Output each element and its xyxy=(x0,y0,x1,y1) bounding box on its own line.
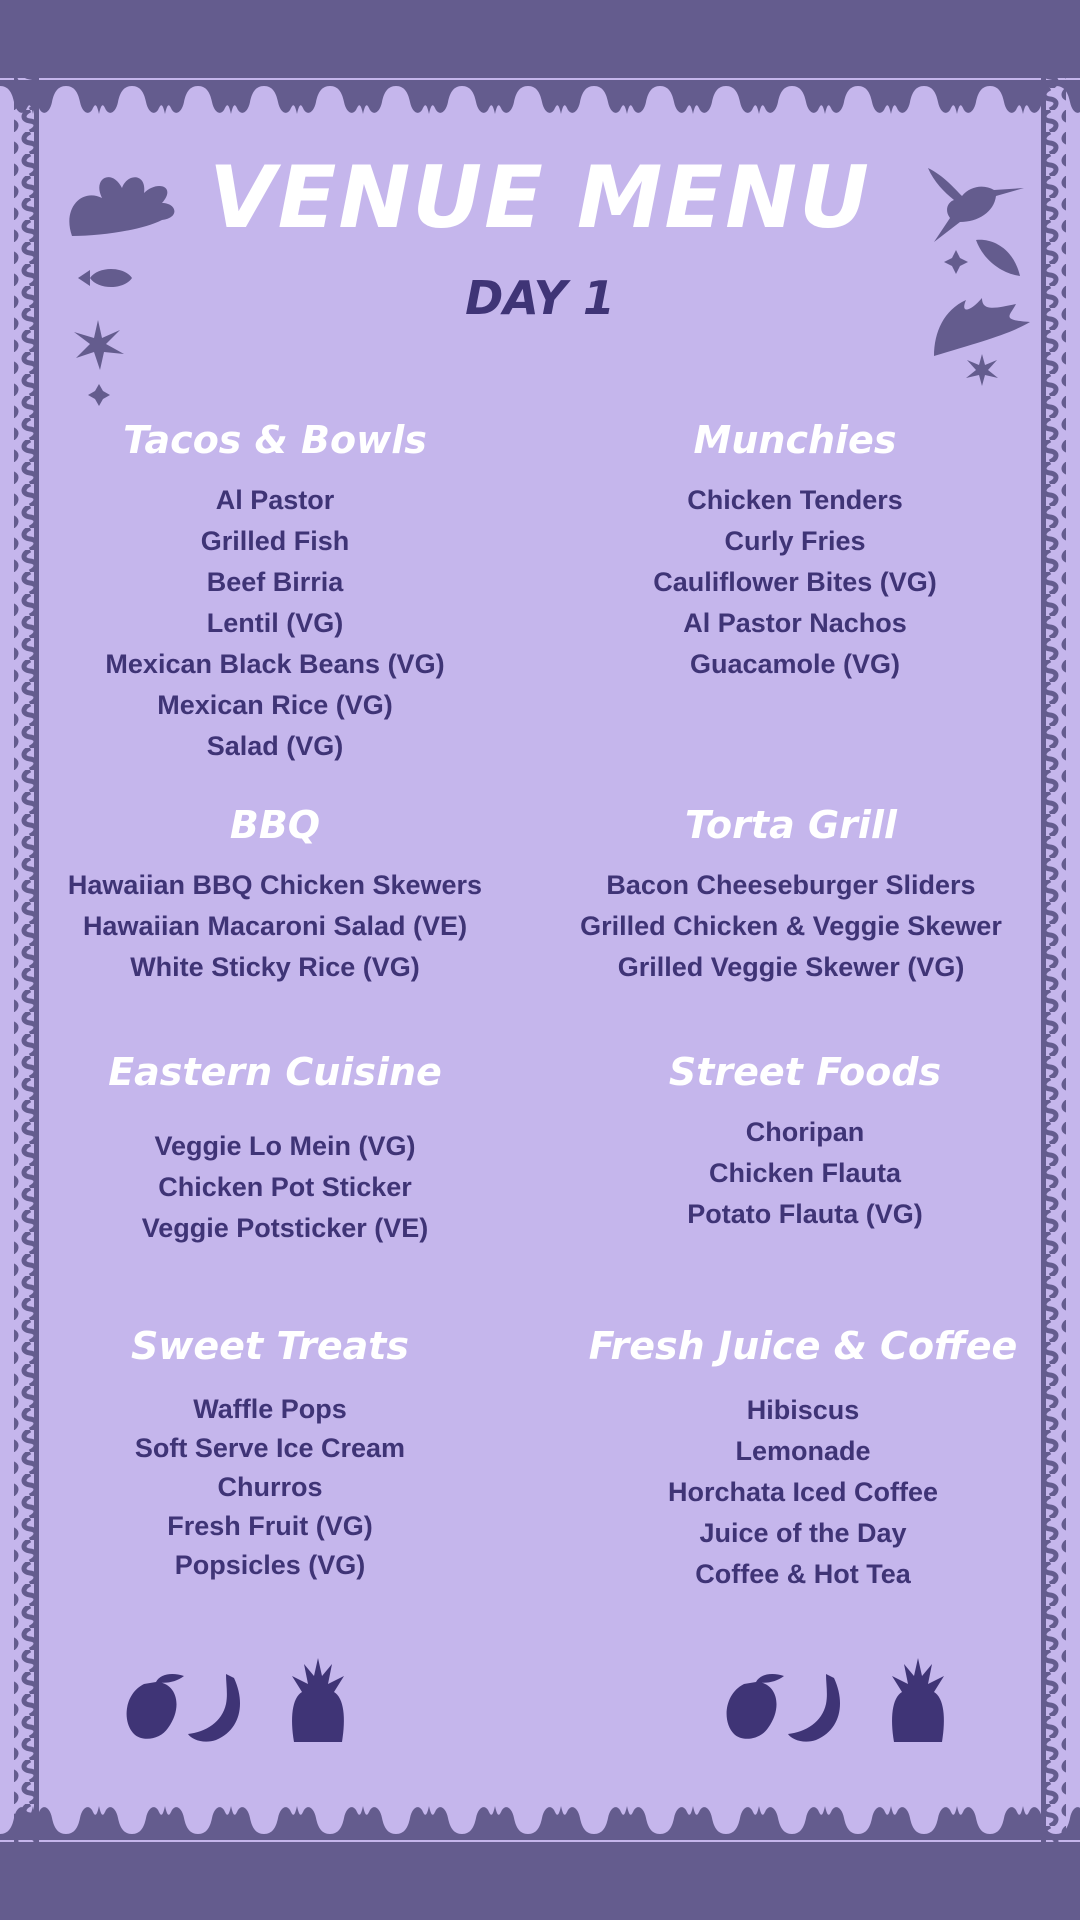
menu-item: Lemonade xyxy=(735,1436,871,1466)
menu-item: Mexican Rice (VG) xyxy=(157,690,393,720)
menu-item: Churros xyxy=(217,1472,323,1502)
mango-icon xyxy=(122,1672,186,1742)
section-street-foods xyxy=(560,1046,1050,1235)
fish-icon xyxy=(78,264,134,292)
section-torta-grill xyxy=(550,799,1032,988)
sparkle-icon xyxy=(88,384,110,406)
menu-item: Bacon Cheeseburger Sliders xyxy=(606,870,976,900)
banana-icon xyxy=(186,1674,246,1742)
menu-item: Lentil (VG) xyxy=(206,608,344,638)
menu-item: Hibiscus xyxy=(746,1395,860,1425)
menu-item: Waffle Pops xyxy=(193,1394,347,1424)
menu-item: Horchata Iced Coffee xyxy=(667,1477,939,1507)
menu-item: Veggie Lo Mein (VG) xyxy=(154,1131,416,1161)
hummingbird-icon xyxy=(924,166,1026,244)
section-heading: BBQ xyxy=(229,803,321,847)
menu-title: VENUE MENU xyxy=(209,148,871,248)
leaf-icon xyxy=(974,238,1022,278)
section-eastern-cuisine xyxy=(40,1046,510,1249)
sparkle-icon xyxy=(944,250,968,274)
menu-item: Juice of the Day xyxy=(699,1518,907,1548)
menu-item: Hawaiian BBQ Chicken Skewers xyxy=(67,870,483,900)
menu-item: White Sticky Rice (VG) xyxy=(130,952,420,982)
menu-item: Salad (VG) xyxy=(206,731,344,761)
menu-item: Chicken Tenders xyxy=(687,485,903,515)
menu-item: Chicken Flauta xyxy=(708,1158,902,1188)
section-tacos-bowls xyxy=(40,414,510,767)
leaf-branch-icon xyxy=(930,292,1032,358)
section-heading: Fresh Juice & Coffee xyxy=(588,1324,1018,1368)
menu-item: Grilled Veggie Skewer (VG) xyxy=(617,952,965,982)
section-heading: Street Foods xyxy=(668,1050,942,1094)
menu-item: Beef Birria xyxy=(206,567,344,597)
menu-subtitle: DAY 1 xyxy=(465,271,615,325)
menu-item: Curly Fries xyxy=(724,526,866,556)
banana-icon xyxy=(786,1674,846,1742)
leaf-fan-icon xyxy=(52,168,182,240)
menu-item: Hawaiian Macaroni Salad (VE) xyxy=(82,911,468,941)
menu-item: Fresh Fruit (VG) xyxy=(167,1511,373,1541)
menu-item: Chicken Pot Sticker xyxy=(158,1172,412,1202)
menu-item: Grilled Chicken & Veggie Skewer xyxy=(580,911,1002,941)
menu-item: Al Pastor xyxy=(215,485,335,515)
section-heading: Torta Grill xyxy=(685,803,897,847)
menu-item: Mexican Black Beans (VG) xyxy=(105,649,445,679)
mango-icon xyxy=(722,1672,786,1742)
section-munchies xyxy=(560,414,1030,685)
menu-item: Grilled Fish xyxy=(200,526,350,556)
flower-icon xyxy=(964,354,1000,386)
pineapple-icon xyxy=(884,1658,952,1744)
menu-item: Guacamole (VG) xyxy=(689,649,901,679)
section-heading: Eastern Cuisine xyxy=(108,1050,442,1094)
section-bbq xyxy=(40,799,510,988)
section-heading: Sweet Treats xyxy=(130,1324,410,1368)
menu-item: Cauliflower Bites (VG) xyxy=(653,567,937,597)
menu-item: Veggie Potsticker (VE) xyxy=(141,1213,429,1243)
pineapple-icon xyxy=(284,1658,352,1744)
menu-item: Al Pastor Nachos xyxy=(683,608,907,638)
section-fresh-juice-coffee xyxy=(560,1320,1046,1595)
flower-icon xyxy=(70,320,126,370)
menu-item: Choripan xyxy=(745,1117,865,1147)
section-sweet-treats xyxy=(40,1320,500,1585)
menu-item: Potato Flauta (VG) xyxy=(687,1199,923,1229)
section-heading: Tacos & Bowls xyxy=(123,418,427,462)
section-heading: Munchies xyxy=(693,418,897,462)
menu-item: Soft Serve Ice Cream xyxy=(134,1433,406,1463)
menu-item: Popsicles (VG) xyxy=(174,1550,366,1580)
menu-item: Coffee & Hot Tea xyxy=(695,1559,911,1589)
